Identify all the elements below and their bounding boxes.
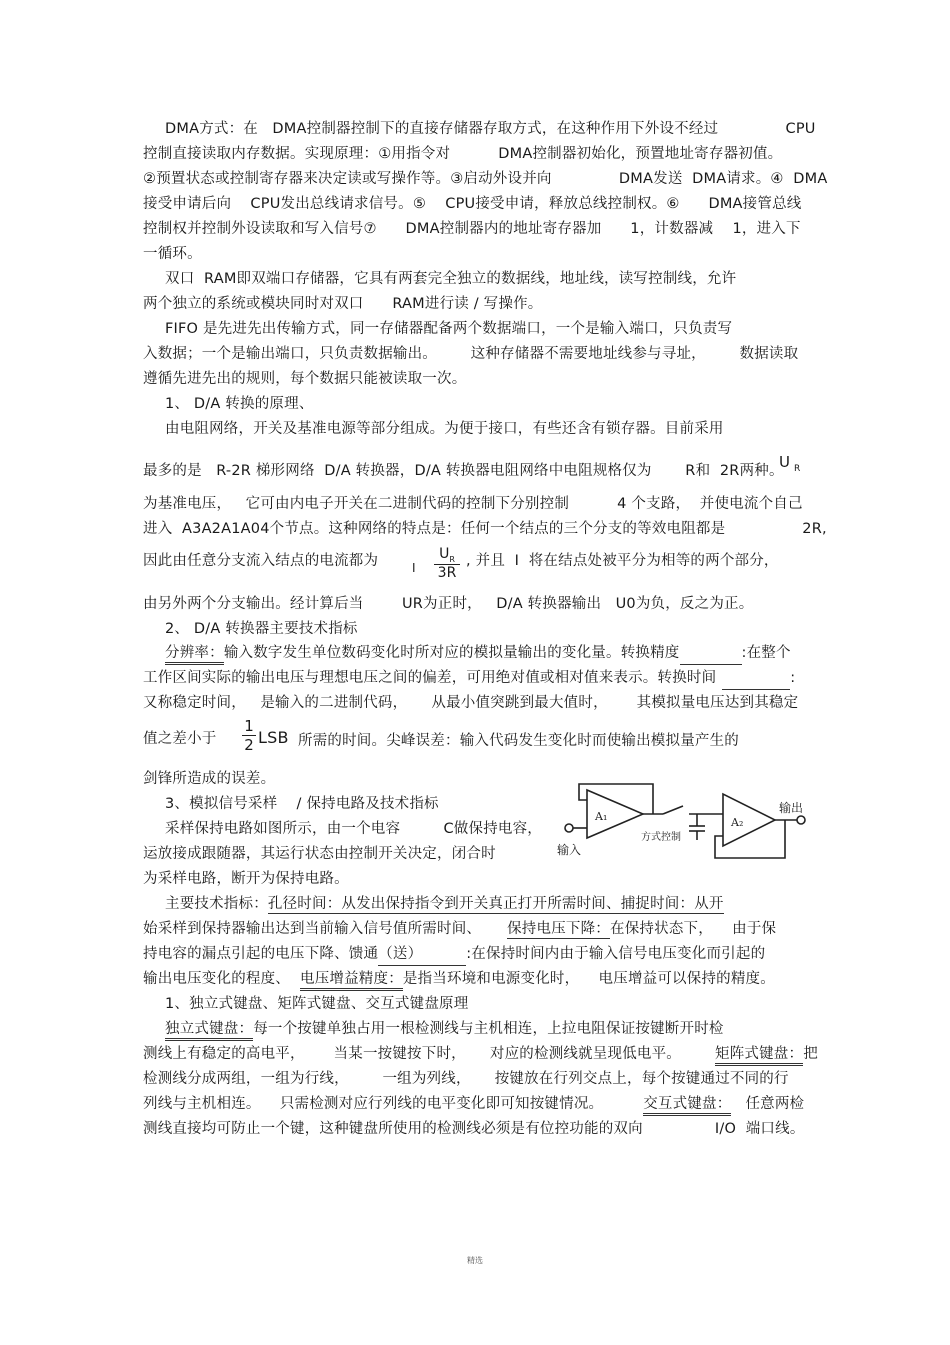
keyboard-line-3: 检测线分成两组，一组为行线， 一组为列线， 按键放在行列交点上，每个按键通过不同的行: [143, 1071, 789, 1087]
da-principle-line-3: 为基准电压， 它可由内电子开关在二进制代码的控制下分别控制 4 个支路， 并使电流个自己: [143, 496, 803, 512]
sample-hold-specs-line-2: 始采样到保持器输出达到当前输入信号值所需时间、 保持电压下降：在保持状态下， 由于保: [143, 921, 777, 937]
amp-a1-label: A₁: [595, 810, 608, 823]
amp-a2-label: A₂: [731, 816, 744, 829]
gain-accuracy-term: 电压增益精度：: [300, 971, 403, 991]
current-fraction: $\frac{U_R}{3R}$: [434, 546, 460, 581]
dualram-line-1: 双口 RAM即双端口存储器，它具有两套完全独立的数据线，地址线，读写控制线，允许: [165, 271, 737, 287]
feedthrough-term: （送）: [378, 944, 466, 966]
sample-hold-line-1: 采样保持电路如图所示，由一个电容 C做保持电容，: [165, 821, 543, 837]
da-principle-line-2: 最多的是 R-2R 梯形网络 D/A 转换器，D/A 转换器电阻网络中电阻规格仅为 R和 2R两种。: [143, 463, 784, 479]
da-principle-line-1: 由电阻网络，开关及基准电源等部分组成。为便于接口，有些还含有锁存器。目前采用: [165, 421, 724, 437]
keyboard-line-5: 测线直接均可防止一个键，这种键盘所使用的检测线必须是有位控功能的双向 I/O 端口线。: [143, 1121, 805, 1137]
mode-control-label: 方式控制: [641, 832, 681, 843]
sample-hold-heading: 3、模拟信号采样 / 保持电路及技术指标: [165, 796, 439, 812]
input-label: 输入: [557, 843, 582, 857]
droop-term: 保持电压下降：: [507, 921, 611, 937]
interactive-keyboard-term: 交互式键盘：: [643, 1096, 731, 1116]
fifo-line-2: 入数据；一个是输出端口，只负责数据输出。 这种存储器不需要地址线参与寻址， 数据读取: [143, 346, 799, 362]
matrix-keyboard-term: 矩阵式键盘：: [715, 1046, 803, 1066]
dma-line-1: DMA方式：在 DMA控制器控制下的直接存储器存取方式，在这种作用下外设不经过 CPU: [165, 121, 816, 137]
keyboard-heading: 1、独立式键盘、矩阵式键盘、交互式键盘原理: [165, 996, 469, 1012]
half-fraction: $\frac{1}{2}$: [242, 717, 256, 754]
ur-symbol: U $_R$: [779, 453, 801, 474]
sample-hold-line-3: 为采样电路，断开为保持电路。: [143, 871, 349, 887]
output-label: 输出: [779, 801, 804, 815]
current-symbol: I: [412, 561, 416, 575]
keyboard-line-4: 列线与主机相连。 只需检测对应行列线的电平变化即可知按键情况。 交互式键盘： 任意两检: [143, 1094, 804, 1114]
da-specs-heading: 2、 D/A 转换器主要技术指标: [165, 621, 358, 637]
dualram-line-2: 两个独立的系统或模块同时对双口 RAM进行读 / 写操作。: [143, 296, 543, 312]
conversion-time-blank: [722, 668, 790, 690]
sample-hold-specs-line-4: 输出电压变化的程度、 电压增益精度：是指当环境和电源变化时， 电压增益可以保持的精度。: [143, 969, 775, 989]
da-specs-line-4a: 值之差小于: [143, 731, 217, 747]
dma-line-5: 控制权并控制外设读取和写入信号⑦ DMA控制器内的地址寄存器加 1，计数器减 1，进入下: [143, 221, 801, 237]
da-principle-line-4: 进入 A3A2A1A04个节点。这种网络的特点是：任何一个结点的三个分支的等效电阻都是 2R,: [143, 521, 827, 537]
da-specs-line-5: 剑锋所造成的误差。: [143, 771, 276, 787]
da-principle-heading: 1、 D/A 转换的原理、: [165, 396, 314, 412]
sample-hold-circuit-diagram: [555, 770, 812, 872]
fifo-line-1: FIFO 是先进先出传输方式，同一存储器配备两个数据端口，一个是输入端口，只负责写: [165, 321, 733, 337]
dma-line-6: 一循环。: [143, 246, 202, 262]
da-principle-line-5b: , 并且 I 将在结点处被平分为相等的两个部分，: [466, 553, 779, 569]
resolution-term: 分辨率：: [165, 645, 224, 665]
da-principle-line-5a: 因此由任意分支流入结点的电流都为: [143, 553, 379, 569]
dma-line-2: 控制直接读取内存数据。实现原理：①用指令对 DMA控制器初始化，预置地址寄存器初值。: [143, 146, 783, 162]
dma-line-4: 接受申请后向 CPU发出总线请求信号。⑤ CPU接受申请，释放总线控制权。⑥ DMA接管总线: [143, 196, 802, 212]
sample-hold-specs-line-1: 主要技术指标：孔径时间：从发出保持指令到开关真正打开所需时间、捕捉时间：从开: [165, 896, 724, 912]
da-specs-line-1: 分辨率：输入数字发生单位数码变化时所对应的模拟量输出的变化量。转换精度 :在整个: [165, 643, 791, 665]
page-footer: 精选: [467, 1256, 483, 1265]
da-specs-line-4b: 所需的时间。尖峰误差：输入代码发生变化时而使输出模拟量产生的: [298, 733, 739, 749]
lsb-label: LSB: [258, 728, 289, 747]
keyboard-line-2: 测线上有稳定的高电平， 当某一按键按下时， 对应的检测线就呈现低电平。 矩阵式键盘：把: [143, 1044, 818, 1064]
sample-hold-line-2: 运放接成跟随器，其运行状态由控制开关决定，闭合时: [143, 846, 496, 862]
da-specs-line-3: 又称稳定时间， 是输入的二进制代码， 从最小值突跳到最大值时， 其模拟量电压达到其稳定: [143, 695, 799, 711]
da-specs-line-2: 工作区间实际的输出电压与理想电压之间的偏差，可用绝对值或相对值来表示。转换时间 :: [143, 668, 795, 690]
accuracy-blank: [680, 643, 742, 665]
keyboard-line-1: 独立式键盘：每一个按键单独占用一根检测线与主机相连，上拉电阻保证按键断开时检: [165, 1019, 724, 1039]
da-principle-line-6: 由另外两个分支输出。经计算后当 UR为正时， D/A 转换器输出 U0为负，反之为正。: [143, 596, 754, 612]
dma-line-3: ②预置状态或控制寄存器来决定读或写操作等。③启动外设并向 DMA发送 DMA请求。④ DMA: [143, 171, 828, 187]
sample-hold-specs-line-3: 持电容的漏点引起的电压下降、馈通（送） :在保持时间内由于输入信号电压变化而引起的: [143, 944, 765, 966]
aperture-time-term: 孔径时间：从发出保持指令到开关真正打开所需时间、捕捉时间：从开: [267, 896, 724, 912]
fifo-line-3: 遵循先进先出的规则，每个数据只能被读取一次。: [143, 371, 467, 387]
independent-keyboard-term: 独立式键盘：: [165, 1021, 253, 1041]
